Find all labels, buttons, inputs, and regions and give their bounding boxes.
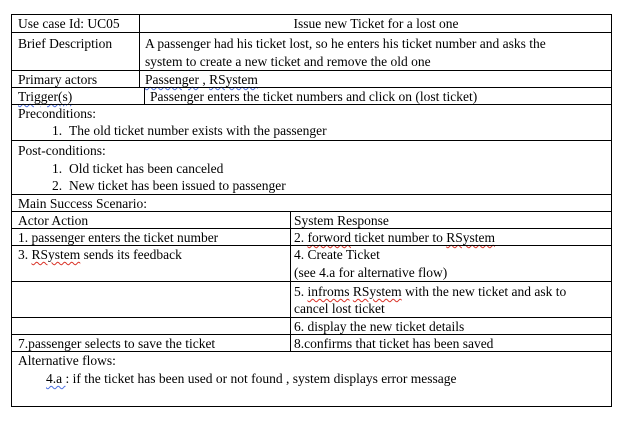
row-step-5 bbox=[12, 281, 611, 317]
row-step-3-4 bbox=[12, 245, 611, 281]
postcondition-number-1: 1. bbox=[52, 161, 63, 176]
row-brief-description bbox=[12, 32, 611, 70]
step-3-suffix: sends its feedback bbox=[80, 247, 182, 262]
primary-actors-label: Primary actors bbox=[18, 72, 98, 87]
step-5-word-rsystem: RSystem bbox=[352, 284, 402, 299]
alternative-text: : if the ticket has been used or not found , system displays error message bbox=[65, 371, 457, 386]
row-alternative-flows bbox=[12, 351, 611, 406]
actor-passenger: Passenger bbox=[145, 72, 199, 87]
postcondition-item-1: Old ticket has been canceled bbox=[69, 161, 224, 176]
row-use-case-id bbox=[12, 15, 611, 32]
step-7-actor: 7.passenger selects to save the ticket bbox=[18, 336, 216, 351]
row-step-6 bbox=[12, 317, 611, 334]
actor-rsystem: RSystem bbox=[209, 72, 258, 87]
step-2-prefix: 2. bbox=[294, 230, 308, 245]
step-2-middle: ticket number to bbox=[351, 230, 447, 245]
actor-action-header: Actor Action bbox=[18, 213, 89, 228]
step-6-system: 6. display the new ticket details bbox=[294, 319, 465, 334]
step-3-prefix: 3. bbox=[18, 247, 32, 262]
step-2-system bbox=[294, 229, 495, 246]
postconditions-label: Post-conditions: bbox=[18, 143, 106, 158]
step-1-actor: 1. passenger enters the ticket number bbox=[18, 230, 219, 245]
use-case-table bbox=[11, 14, 612, 407]
row-preconditions bbox=[12, 104, 611, 140]
step-4-line-1: 4. Create Ticket bbox=[294, 247, 380, 262]
row-scenario-headers bbox=[12, 211, 611, 228]
step-3-actor bbox=[18, 246, 182, 263]
actor-separator: , bbox=[199, 72, 210, 87]
row-primary-actors bbox=[12, 70, 611, 87]
postcondition-number-2: 2. bbox=[52, 178, 63, 193]
system-response-header: System Response bbox=[294, 213, 389, 228]
alternative-flow-4a bbox=[46, 370, 457, 387]
row-step-1-2 bbox=[12, 228, 611, 245]
alternative-flows-label: Alternative flows: bbox=[18, 353, 116, 368]
row-step-7-8 bbox=[12, 334, 611, 351]
precondition-item-1: The old ticket number exists with the passenger bbox=[69, 123, 327, 138]
use-case-title: Issue new Ticket for a lost one bbox=[293, 16, 459, 31]
brief-line-2: system to create a new ticket and remove the old one bbox=[145, 54, 431, 69]
step-5-line-2: cancel lost ticket bbox=[294, 301, 385, 316]
primary-actors-value bbox=[145, 71, 258, 88]
step-3-word-rsystem: RSystem bbox=[31, 247, 81, 262]
precondition-number-1: 1. bbox=[52, 123, 63, 138]
step-5-line-1 bbox=[294, 283, 566, 300]
step-2-word-rsystem: RSystem bbox=[446, 230, 495, 245]
row-main-scenario-label bbox=[12, 194, 611, 211]
trigger-label: Trigger(s) bbox=[18, 89, 73, 104]
trigger-value: Passenger enters the ticket numbers and click on (lost ticket) bbox=[150, 89, 478, 104]
use-case-id: Use case Id: UC05 bbox=[18, 16, 120, 31]
brief-label: Brief Description bbox=[18, 36, 113, 51]
row-trigger bbox=[12, 87, 611, 104]
preconditions-label: Preconditions: bbox=[18, 106, 96, 121]
step-8-system: 8.confirms that ticket has been saved bbox=[294, 336, 494, 351]
row-postconditions bbox=[12, 140, 611, 194]
brief-line-1: A passenger had his ticket lost, so he enters his ticket number and asks the bbox=[145, 36, 546, 51]
step-5-suffix: with the new ticket and ask to bbox=[401, 284, 567, 299]
step-2-word-forword: forword bbox=[307, 230, 351, 245]
step-5-word-infroms: infroms bbox=[307, 284, 350, 299]
step-4-line-2: (see 4.a for alternative flow) bbox=[294, 265, 448, 280]
alternative-ref: 4.a bbox=[46, 371, 66, 386]
postcondition-item-2: New ticket has been issued to passenger bbox=[69, 178, 286, 193]
main-scenario-label: Main Success Scenario: bbox=[18, 196, 147, 211]
step-5-prefix: 5. bbox=[294, 284, 308, 299]
